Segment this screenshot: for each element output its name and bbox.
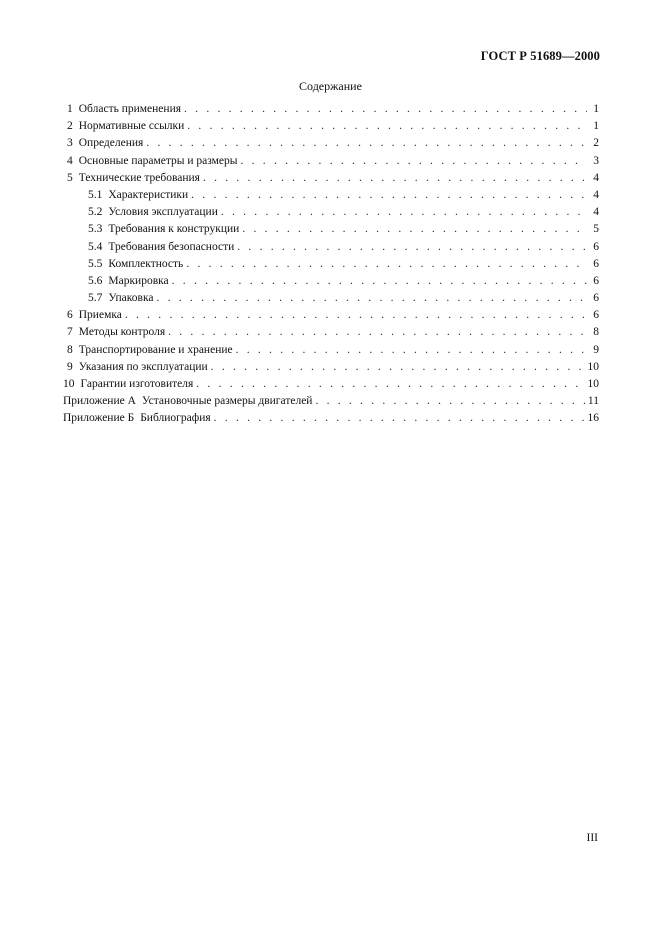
toc-entry-label: Технические требования (78, 171, 200, 184)
dot-leader (196, 376, 584, 393)
document-code: ГОСТ Р 51689—2000 (480, 49, 600, 63)
toc-entry-page: 4 (593, 188, 599, 201)
toc-entry[interactable] (63, 342, 599, 359)
toc-entry-number: 5.1 (88, 188, 103, 201)
toc-entry-label: Условия эксплуатации (108, 206, 218, 219)
toc-subentry[interactable] (63, 221, 599, 238)
toc-title: Содержание (299, 79, 362, 93)
dot-leader (315, 393, 584, 410)
toc-entry-number: 5.3 (88, 223, 103, 236)
toc-entry-page: 2 (593, 137, 599, 150)
toc-entry-page: 9 (593, 343, 599, 356)
toc-entry-page: 3 (593, 154, 599, 167)
toc-entry-page: 6 (593, 274, 599, 287)
dot-leader (237, 239, 587, 256)
dot-leader (186, 256, 587, 273)
dot-leader (146, 135, 587, 152)
toc-entry-page: 16 (587, 412, 599, 425)
toc-entry-page: 4 (593, 206, 599, 219)
page-number: III (586, 832, 598, 844)
toc-entry-page: 1 (593, 120, 599, 133)
dot-leader (187, 118, 587, 135)
toc-entry[interactable] (63, 307, 599, 324)
toc-entry-label: Указания по эксплуатации (78, 360, 208, 373)
dot-leader (172, 273, 587, 290)
toc-entry-number: 3 (67, 137, 73, 150)
dot-leader (221, 204, 587, 221)
toc-entry-page: 10 (587, 360, 599, 373)
toc-appendix-entry[interactable] (63, 410, 599, 427)
toc-entry-number: 5.2 (88, 206, 103, 219)
dot-leader (156, 290, 587, 307)
toc-entry-number: Приложение Б (63, 412, 135, 425)
toc-entry-label: Требования безопасности (108, 240, 235, 253)
toc-subentry[interactable] (63, 187, 599, 204)
toc-entry-number: 5.5 (88, 257, 103, 270)
toc-entry-page: 6 (593, 257, 599, 270)
toc-entry-label: Упаковка (108, 292, 154, 305)
toc-entry-number: 5.6 (88, 274, 103, 287)
dot-leader (184, 101, 587, 118)
toc-entry-label: Основные параметры и размеры (78, 154, 238, 167)
toc-entry-number: 5 (67, 171, 73, 184)
toc-entry-label: Маркировка (108, 274, 169, 287)
toc-subentry[interactable] (63, 290, 599, 307)
toc-entry-label: Определения (78, 137, 144, 150)
dot-leader (236, 342, 587, 359)
toc-entry[interactable] (63, 135, 599, 152)
toc-appendix-entry[interactable] (63, 393, 599, 410)
toc-subentry[interactable] (63, 239, 599, 256)
toc-entry-number: 6 (67, 309, 73, 322)
toc-entry-number: 2 (67, 120, 73, 133)
toc-subentry[interactable] (63, 256, 599, 273)
toc-entry[interactable] (63, 153, 599, 170)
toc-entry-number: 5.7 (88, 292, 103, 305)
toc-entry-label: Установочные размеры двигателей (141, 395, 313, 408)
toc-entry[interactable] (63, 101, 599, 118)
dot-leader (242, 221, 587, 238)
toc-entry-label: Гарантии изготовителя (80, 378, 194, 390)
toc-entry-label: Область применения (78, 103, 182, 115)
toc-entry[interactable] (63, 376, 599, 393)
dot-leader (211, 359, 585, 376)
toc-entry-label: Транспортирование и хранение (78, 343, 233, 356)
toc-entry-page: 6 (593, 240, 599, 253)
toc-entry-label: Характеристики (108, 188, 189, 201)
toc-entry-number: 1 (67, 103, 73, 115)
toc-entry-label: Приемка (78, 309, 122, 322)
toc-entry-number: 5.4 (88, 240, 103, 253)
toc-entry-page: 11 (587, 395, 599, 408)
toc-subentry[interactable] (63, 273, 599, 290)
toc-entry-label: Нормативные ссылки (78, 120, 185, 133)
toc-entry-number: Приложение А (63, 395, 136, 408)
dot-leader (214, 410, 585, 427)
toc-entry-label: Требования к конструкции (108, 223, 240, 236)
toc-entry-page: 5 (593, 223, 599, 236)
toc-entry-page: 1 (593, 103, 599, 115)
toc-entry-label: Библиография (140, 412, 211, 425)
dot-leader (241, 153, 588, 170)
dot-leader (168, 324, 587, 341)
toc-entry-page: 4 (593, 171, 599, 184)
toc-entry-page: 6 (593, 309, 599, 322)
toc-entry-page: 8 (593, 326, 599, 339)
toc-entry[interactable] (63, 170, 599, 187)
toc-entry-page: 10 (587, 378, 599, 390)
dot-leader (125, 307, 587, 324)
dot-leader (203, 170, 587, 187)
toc-entry-number: 8 (67, 343, 73, 356)
toc-entry-number: 10 (63, 378, 75, 390)
table-of-contents (63, 101, 599, 428)
toc-entry[interactable] (63, 359, 599, 376)
toc-entry-number: 9 (67, 360, 73, 373)
dot-leader (191, 187, 587, 204)
toc-entry-label: Методы контроля (78, 326, 166, 339)
toc-entry-number: 7 (67, 326, 73, 339)
toc-entry-number: 4 (67, 154, 73, 167)
toc-entry[interactable] (63, 324, 599, 341)
toc-subentry[interactable] (63, 204, 599, 221)
toc-entry-label: Комплектность (108, 257, 184, 270)
toc-entry-page: 6 (593, 292, 599, 305)
toc-entry[interactable] (63, 118, 599, 135)
